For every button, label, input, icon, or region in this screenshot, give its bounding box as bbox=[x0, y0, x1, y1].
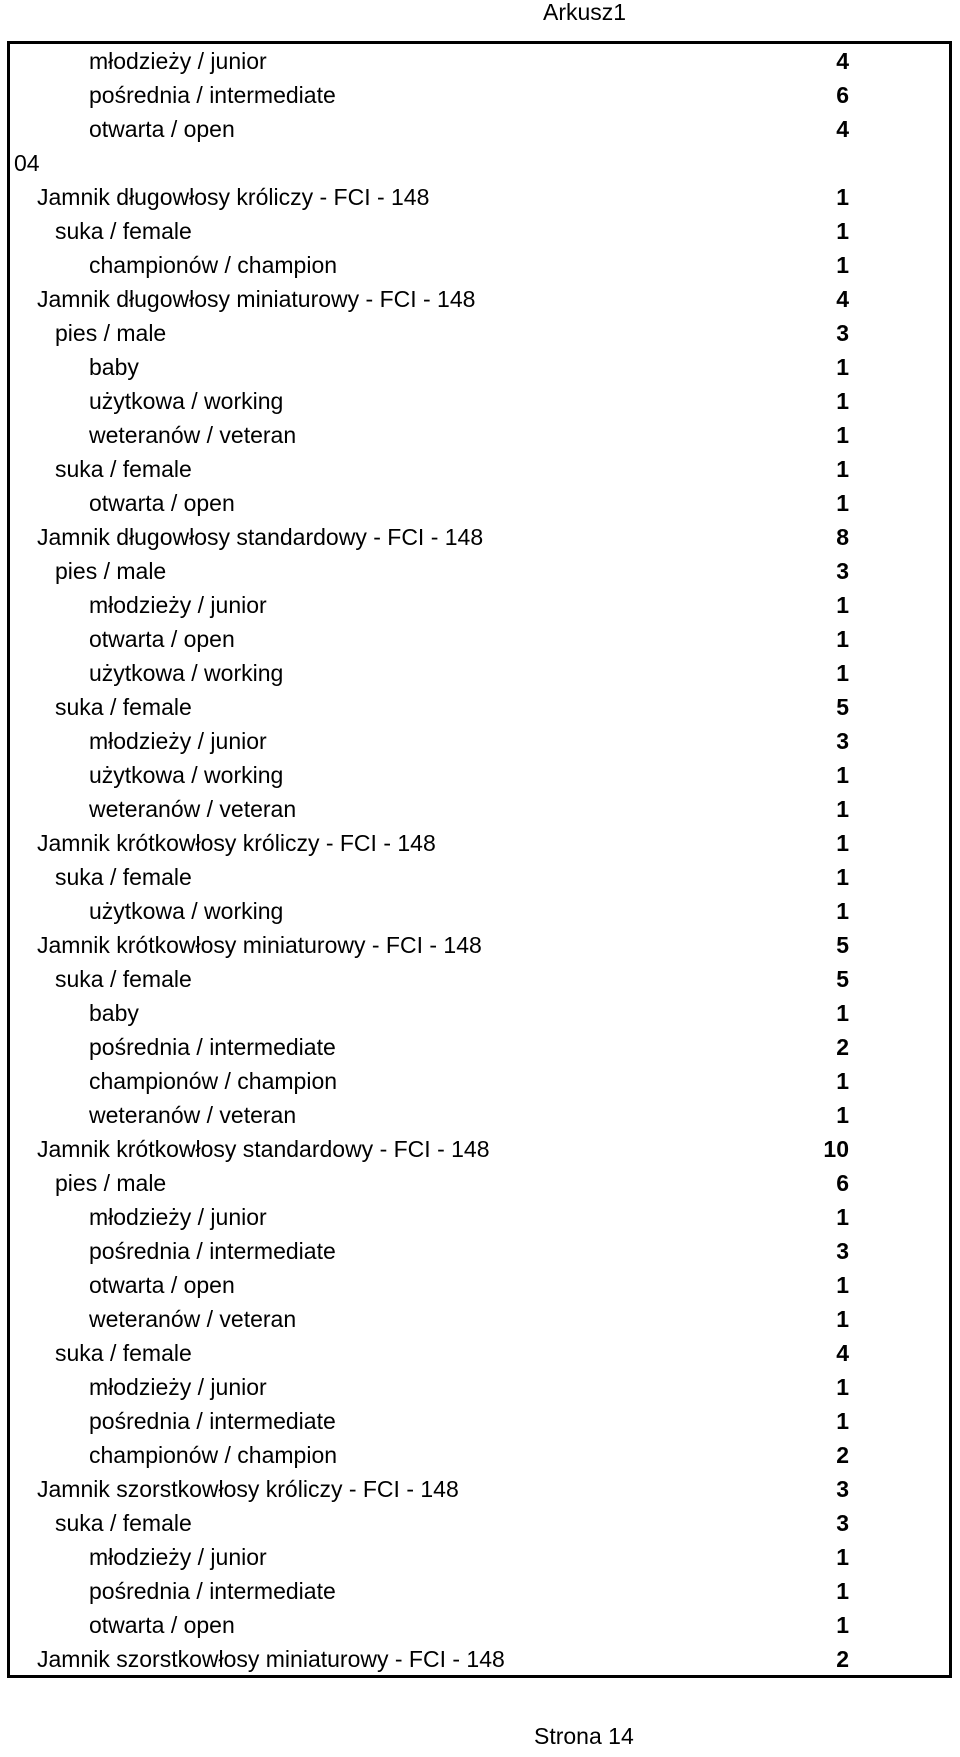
table-row bbox=[10, 1540, 949, 1574]
row-label: baby bbox=[89, 354, 139, 380]
row-count: 5 bbox=[836, 932, 849, 958]
table-row bbox=[10, 1506, 949, 1540]
row-label: otwarta / open bbox=[89, 490, 235, 516]
row-label: Jamnik krótkowłosy miniaturowy - FCI - 148 bbox=[37, 932, 482, 958]
row-label: suka / female bbox=[55, 966, 192, 992]
table-row bbox=[10, 1064, 949, 1098]
data-table bbox=[7, 41, 952, 1678]
table-row bbox=[10, 554, 949, 588]
sheet-title: Arkusz1 bbox=[543, 0, 627, 25]
table-row bbox=[10, 724, 949, 758]
row-count: 10 bbox=[823, 1136, 849, 1162]
table-row bbox=[10, 690, 949, 724]
row-count: 1 bbox=[836, 422, 849, 448]
row-count: 6 bbox=[836, 1170, 849, 1196]
row-count: 1 bbox=[836, 762, 849, 788]
table-row bbox=[10, 350, 949, 384]
table-row bbox=[10, 1098, 949, 1132]
row-label: pośrednia / intermediate bbox=[89, 1034, 336, 1060]
row-count: 3 bbox=[836, 558, 849, 584]
row-label: pośrednia / intermediate bbox=[89, 1238, 336, 1264]
table-row bbox=[10, 316, 949, 350]
table-row bbox=[10, 384, 949, 418]
row-count: 1 bbox=[836, 1068, 849, 1094]
row-count: 1 bbox=[836, 1408, 849, 1434]
row-count: 1 bbox=[836, 1272, 849, 1298]
row-label: suka / female bbox=[55, 864, 192, 890]
row-label: Jamnik szorstkowłosy miniaturowy - FCI - 148 bbox=[37, 1646, 505, 1672]
row-count: 5 bbox=[836, 694, 849, 720]
row-count: 2 bbox=[836, 1646, 849, 1672]
row-count: 1 bbox=[836, 354, 849, 380]
page-footer: Strona 14 bbox=[534, 1723, 634, 1749]
row-label: otwarta / open bbox=[89, 116, 235, 142]
row-count: 4 bbox=[836, 1340, 849, 1366]
row-count: 1 bbox=[836, 1306, 849, 1332]
table-row bbox=[10, 180, 949, 214]
table-row bbox=[10, 1370, 949, 1404]
table-row bbox=[10, 792, 949, 826]
row-label: suka / female bbox=[55, 218, 192, 244]
row-label: championów / champion bbox=[89, 1068, 338, 1094]
row-count: 1 bbox=[836, 1374, 849, 1400]
table-row bbox=[10, 1302, 949, 1336]
row-label: championów / champion bbox=[89, 252, 338, 278]
table-row bbox=[10, 418, 949, 452]
row-label: suka / female bbox=[55, 1510, 192, 1536]
table-row bbox=[10, 1336, 949, 1370]
row-label: weteranów / veteran bbox=[89, 422, 297, 448]
table-row bbox=[10, 282, 949, 316]
row-count: 5 bbox=[836, 966, 849, 992]
row-count: 1 bbox=[836, 898, 849, 924]
table-row bbox=[10, 1472, 949, 1506]
row-label: Jamnik długowłosy miniaturowy - FCI - 148 bbox=[37, 286, 476, 312]
row-label: weteranów / veteran bbox=[89, 1306, 297, 1332]
row-label: pośrednia / intermediate bbox=[89, 1408, 336, 1434]
row-count: 3 bbox=[836, 1238, 849, 1264]
row-label: weteranów / veteran bbox=[89, 796, 297, 822]
table-row bbox=[10, 78, 949, 112]
table-row bbox=[10, 1642, 949, 1676]
row-label: suka / female bbox=[55, 694, 192, 720]
row-label: użytkowa / working bbox=[89, 388, 284, 414]
table-row bbox=[10, 1132, 949, 1166]
row-label: pośrednia / intermediate bbox=[89, 82, 336, 108]
table-row bbox=[10, 1030, 949, 1064]
row-label: młodzieży / junior bbox=[89, 1374, 267, 1400]
row-label: pies / male bbox=[55, 320, 167, 346]
row-label: pies / male bbox=[55, 558, 167, 584]
row-label: młodzieży / junior bbox=[89, 48, 267, 74]
row-label: 04 bbox=[14, 150, 40, 176]
table-row bbox=[10, 452, 949, 486]
row-count: 2 bbox=[836, 1034, 849, 1060]
row-count: 1 bbox=[836, 388, 849, 414]
table-row bbox=[10, 1438, 949, 1472]
row-label: weteranów / veteran bbox=[89, 1102, 297, 1128]
row-label: championów / champion bbox=[89, 1442, 338, 1468]
row-count: 1 bbox=[836, 660, 849, 686]
row-label: Jamnik szorstkowłosy króliczy - FCI - 148 bbox=[37, 1476, 459, 1502]
table-row bbox=[10, 1200, 949, 1234]
row-count: 1 bbox=[836, 1544, 849, 1570]
row-count: 1 bbox=[836, 218, 849, 244]
row-count: 1 bbox=[836, 1102, 849, 1128]
row-label: młodzieży / junior bbox=[89, 1544, 267, 1570]
row-count: 1 bbox=[836, 1000, 849, 1026]
row-label: młodzieży / junior bbox=[89, 592, 267, 618]
row-count: 1 bbox=[836, 490, 849, 516]
row-label: użytkowa / working bbox=[89, 762, 284, 788]
row-label: użytkowa / working bbox=[89, 898, 284, 924]
row-count: 1 bbox=[836, 184, 849, 210]
table-row bbox=[10, 44, 949, 78]
row-label: młodzieży / junior bbox=[89, 1204, 267, 1230]
row-label: baby bbox=[89, 1000, 139, 1026]
table-row bbox=[10, 112, 949, 146]
row-count: 1 bbox=[836, 1204, 849, 1230]
row-label: młodzieży / junior bbox=[89, 728, 267, 754]
table-row bbox=[10, 622, 949, 656]
table-row bbox=[10, 928, 949, 962]
row-count: 3 bbox=[836, 1476, 849, 1502]
table-row bbox=[10, 1166, 949, 1200]
row-count: 1 bbox=[836, 830, 849, 856]
row-count: 1 bbox=[836, 864, 849, 890]
table-row bbox=[10, 214, 949, 248]
row-label: użytkowa / working bbox=[89, 660, 284, 686]
row-label: otwarta / open bbox=[89, 1272, 235, 1298]
row-label: otwarta / open bbox=[89, 1612, 235, 1638]
table-row bbox=[10, 248, 949, 282]
row-label: Jamnik krótkowłosy standardowy - FCI - 148 bbox=[37, 1136, 490, 1162]
row-count: 1 bbox=[836, 1578, 849, 1604]
row-count: 6 bbox=[836, 82, 849, 108]
row-count: 1 bbox=[836, 592, 849, 618]
row-count: 3 bbox=[836, 320, 849, 346]
table-row bbox=[10, 962, 949, 996]
row-label: pośrednia / intermediate bbox=[89, 1578, 336, 1604]
table-row bbox=[10, 588, 949, 622]
row-count: 3 bbox=[836, 728, 849, 754]
row-count: 3 bbox=[836, 1510, 849, 1536]
table-row bbox=[10, 656, 949, 690]
table-row bbox=[10, 1608, 949, 1642]
row-count: 1 bbox=[836, 796, 849, 822]
table-row bbox=[10, 1268, 949, 1302]
row-label: pies / male bbox=[55, 1170, 167, 1196]
row-count: 1 bbox=[836, 456, 849, 482]
table-row bbox=[10, 1404, 949, 1438]
row-label: otwarta / open bbox=[89, 626, 235, 652]
table-row bbox=[10, 1234, 949, 1268]
table-row bbox=[10, 860, 949, 894]
row-count: 1 bbox=[836, 1612, 849, 1638]
row-count: 1 bbox=[836, 626, 849, 652]
row-label: Jamnik długowłosy króliczy - FCI - 148 bbox=[37, 184, 430, 210]
row-count: 1 bbox=[836, 252, 849, 278]
row-label: suka / female bbox=[55, 1340, 192, 1366]
table-row bbox=[10, 486, 949, 520]
row-label: Jamnik krótkowłosy króliczy - FCI - 148 bbox=[37, 830, 436, 856]
row-count: 4 bbox=[836, 286, 849, 312]
table-row bbox=[10, 146, 949, 180]
table-row bbox=[10, 758, 949, 792]
table-row bbox=[10, 826, 949, 860]
row-label: suka / female bbox=[55, 456, 192, 482]
row-label: Jamnik długowłosy standardowy - FCI - 148 bbox=[37, 524, 484, 550]
row-count: 8 bbox=[836, 524, 849, 550]
row-count: 4 bbox=[836, 48, 849, 74]
table-row bbox=[10, 1574, 949, 1608]
table-row bbox=[10, 520, 949, 554]
table-row bbox=[10, 996, 949, 1030]
row-count: 2 bbox=[836, 1442, 849, 1468]
table-row bbox=[10, 894, 949, 928]
row-count: 4 bbox=[836, 116, 849, 142]
